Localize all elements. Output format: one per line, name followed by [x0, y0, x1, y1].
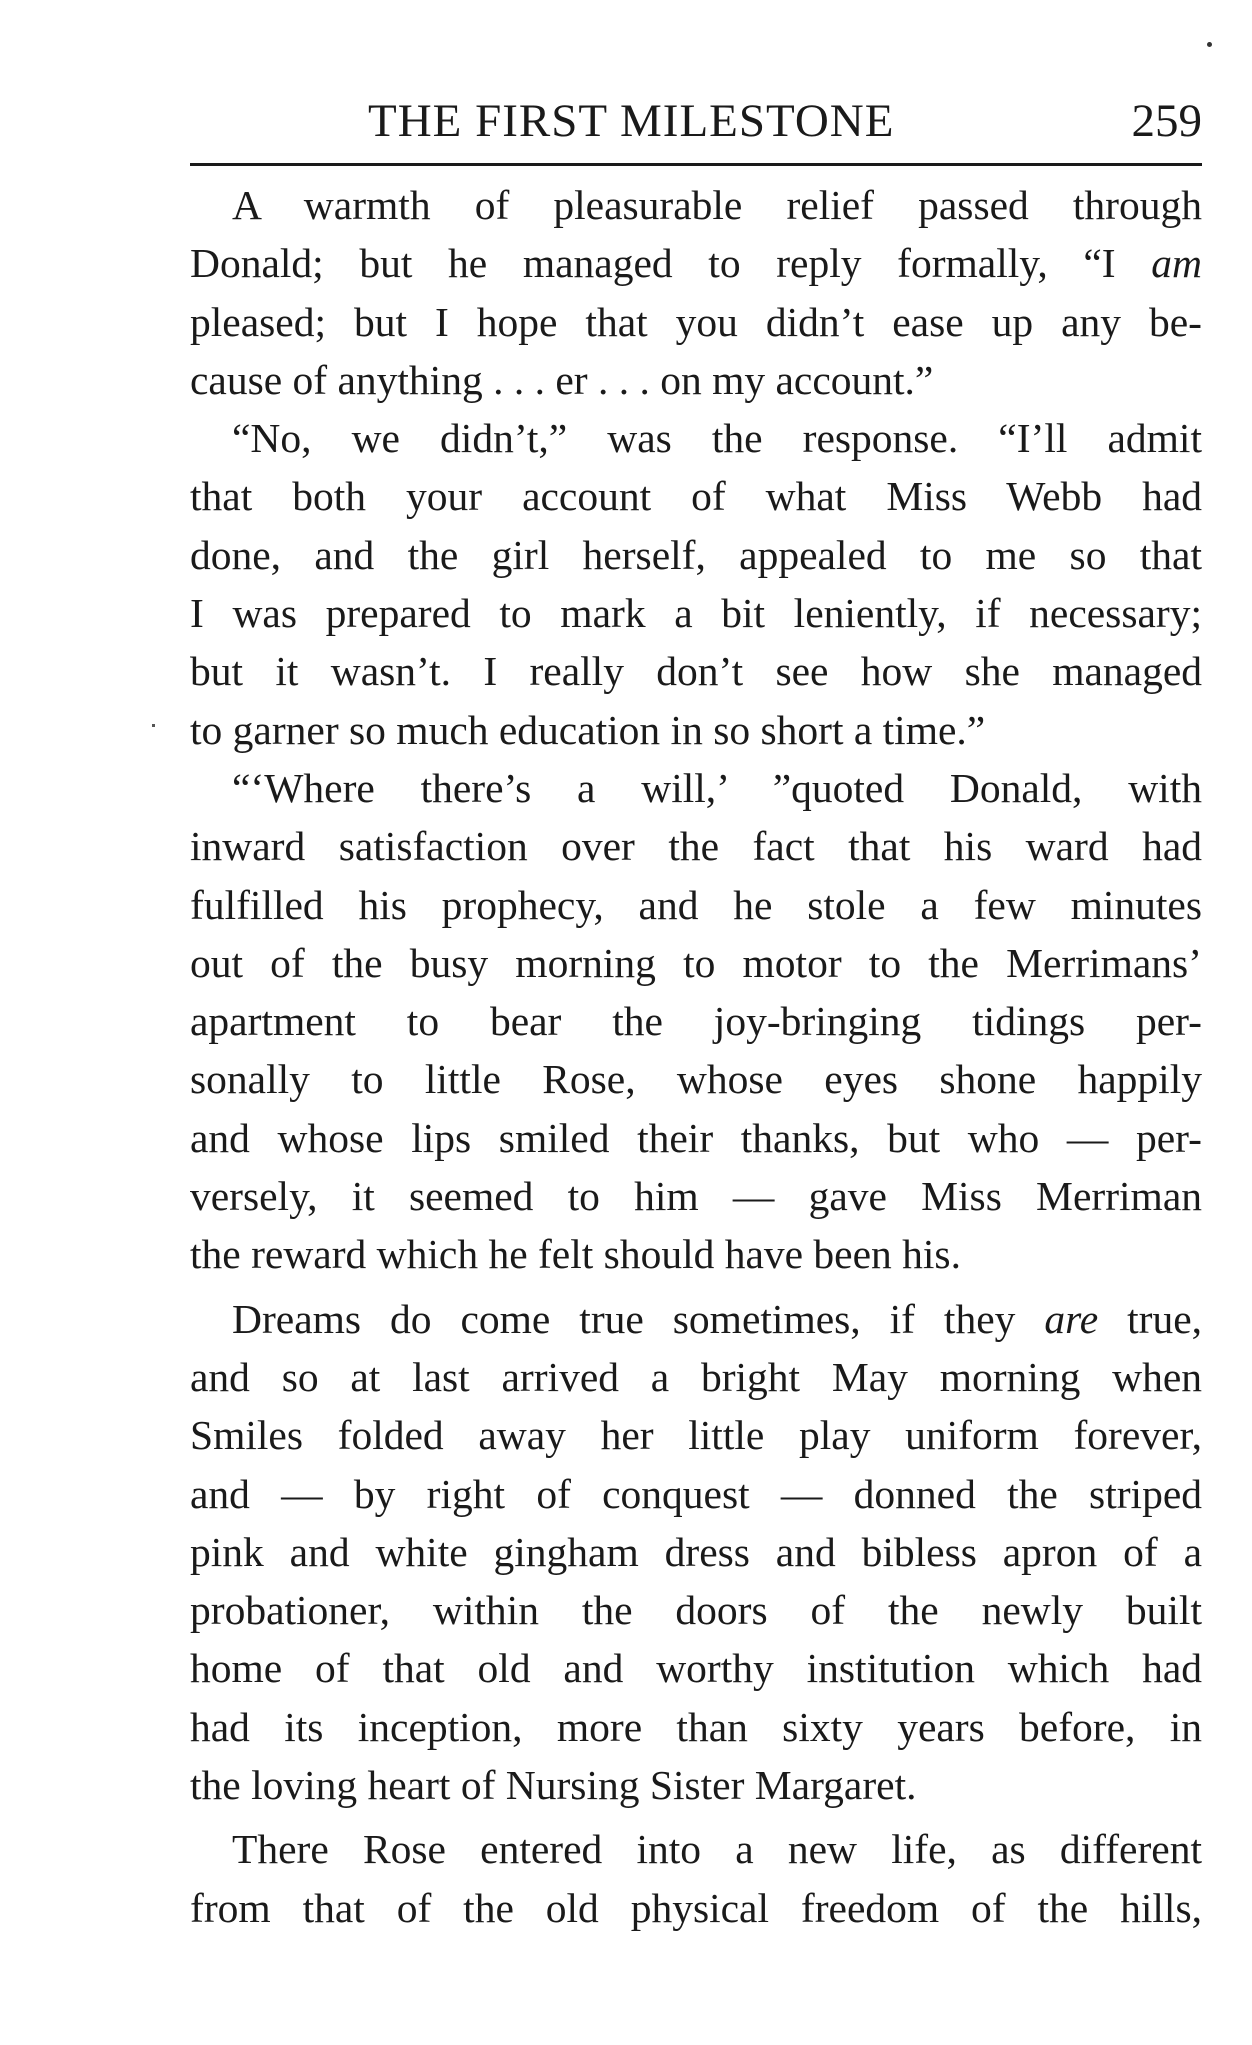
text-line: [190, 701, 1202, 759]
text-run: Dreams do come true sometimes, if they: [232, 1295, 1045, 1342]
text-line-content: [190, 1348, 1202, 1406]
text-run: Donald; but he managed to reply formally, “I: [190, 240, 1152, 287]
page-speck: [1207, 42, 1212, 47]
text-line: [190, 876, 1202, 934]
text-line: [190, 934, 1202, 992]
text-run: inward satisfaction over the fact that his ward had: [190, 823, 1202, 870]
text-line: [190, 234, 1202, 292]
text-line: [190, 1581, 1202, 1639]
text-line: [190, 1756, 1202, 1814]
text-run: “‘Where there’s a will,’ ”quoted Donald, with: [232, 764, 1202, 811]
text-run: and — by right of conquest — donned the striped: [190, 1470, 1202, 1517]
text-line: [190, 1050, 1202, 1108]
text-line: [190, 1879, 1202, 1937]
text-line: [190, 1523, 1202, 1581]
header-rule: [190, 163, 1202, 166]
text-line-content: [190, 1879, 1202, 1937]
text-line-content: [190, 1225, 1202, 1283]
text-run: pink and white gingham dress and bibless apron of a: [190, 1528, 1202, 1575]
text-line-content: [190, 992, 1202, 1050]
text-run: versely, it seemed to him — gave Miss Merriman: [190, 1173, 1202, 1220]
margin-speck: [152, 724, 155, 727]
text-line: [190, 1639, 1202, 1697]
text-line-content: [190, 1639, 1202, 1697]
text-line-content: [190, 1167, 1202, 1225]
text-line-content: [190, 293, 1202, 351]
text-run: cause of anything . . . er . . . on my account.”: [190, 356, 934, 403]
italic-text: are: [1044, 1295, 1099, 1342]
text-line-content: [190, 1050, 1202, 1108]
text-line: [190, 467, 1202, 525]
text-line-content: [190, 876, 1202, 934]
text-line: [190, 584, 1202, 642]
text-line: [190, 409, 1202, 467]
text-line-content: [190, 351, 1202, 409]
text-line: [190, 1225, 1202, 1283]
body-text: [190, 176, 1202, 1937]
text-line: [190, 1465, 1202, 1523]
text-line-content: [190, 1581, 1202, 1639]
text-run: true,: [1098, 1295, 1202, 1342]
text-run: home of that old and worthy institution which had: [190, 1645, 1202, 1692]
text-line: [190, 759, 1202, 817]
text-run: that both your account of what Miss Webb had: [190, 473, 1202, 520]
running-head-title: THE FIRST MILESTONE: [368, 95, 895, 147]
text-line: [190, 817, 1202, 875]
text-run: There Rose entered into a new life, as different: [232, 1826, 1202, 1873]
text-line-content: [190, 642, 1202, 700]
text-line: [190, 1698, 1202, 1756]
text-line: [190, 642, 1202, 700]
text-line-content: [190, 817, 1202, 875]
text-line-content: [190, 176, 1202, 234]
text-line: [190, 1290, 1202, 1348]
text-line-content: [190, 234, 1202, 292]
text-run: A warmth of pleasurable relief passed through: [232, 182, 1202, 228]
text-run: Smiles folded away her little play uniform forever,: [190, 1412, 1202, 1459]
text-run: fulfilled his prophecy, and he stole a few minutes: [190, 881, 1202, 928]
text-line: [190, 176, 1202, 234]
text-line-content: [190, 1756, 1202, 1814]
text-line: [190, 1348, 1202, 1406]
text-line-content: [190, 1406, 1202, 1464]
text-run: and so at last arrived a bright May morning when: [190, 1353, 1202, 1400]
text-line-content: [190, 759, 1202, 817]
text-line: [190, 526, 1202, 584]
text-run: probationer, within the doors of the newly built: [190, 1587, 1202, 1634]
text-line-content: [190, 1465, 1202, 1523]
text-run: pleased; but I hope that you didn’t ease up any be-: [190, 298, 1202, 345]
text-line-content: [190, 1820, 1202, 1878]
text-line: [190, 1406, 1202, 1464]
text-line: [190, 351, 1202, 409]
text-line: [190, 293, 1202, 351]
text-run: from that of the old physical freedom of the hills,: [190, 1884, 1202, 1931]
text-run: the reward which he felt should have been his.: [190, 1231, 961, 1278]
text-run: the loving heart of Nursing Sister Margaret.: [190, 1762, 917, 1809]
text-line-content: [190, 526, 1202, 584]
text-line-content: [190, 934, 1202, 992]
text-line-content: [190, 1290, 1202, 1348]
text-run: “No, we didn’t,” was the response. “I’ll admit: [232, 415, 1202, 462]
text-line: [190, 1167, 1202, 1225]
text-run: out of the busy morning to motor to the Merrimans’: [190, 939, 1202, 986]
text-run: sonally to little Rose, whose eyes shone happily: [190, 1056, 1202, 1103]
text-run: apartment to bear the joy-bringing tidings per-: [190, 998, 1202, 1045]
text-run: I was prepared to mark a bit leniently, if necessary;: [190, 590, 1202, 637]
page-number: 259: [1131, 95, 1202, 147]
text-line: [190, 1109, 1202, 1167]
text-run: and whose lips smiled their thanks, but who — per-: [190, 1114, 1202, 1161]
text-line-content: [190, 1698, 1202, 1756]
text-line-content: [190, 584, 1202, 642]
text-line: [190, 1820, 1202, 1878]
text-run: to garner so much education in so short a time.”: [190, 706, 986, 753]
text-run: but it wasn’t. I really don’t see how she managed: [190, 648, 1202, 695]
italic-text: am: [1151, 240, 1202, 287]
text-run: had its inception, more than sixty years before, in: [190, 1703, 1202, 1750]
text-line-content: [190, 701, 1202, 759]
text-line-content: [190, 467, 1202, 525]
text-line: [190, 992, 1202, 1050]
text-line-content: [190, 1109, 1202, 1167]
text-line-content: [190, 409, 1202, 467]
text-line-content: [190, 1523, 1202, 1581]
running-head: [190, 94, 1202, 154]
text-run: done, and the girl herself, appealed to me so that: [190, 531, 1202, 578]
